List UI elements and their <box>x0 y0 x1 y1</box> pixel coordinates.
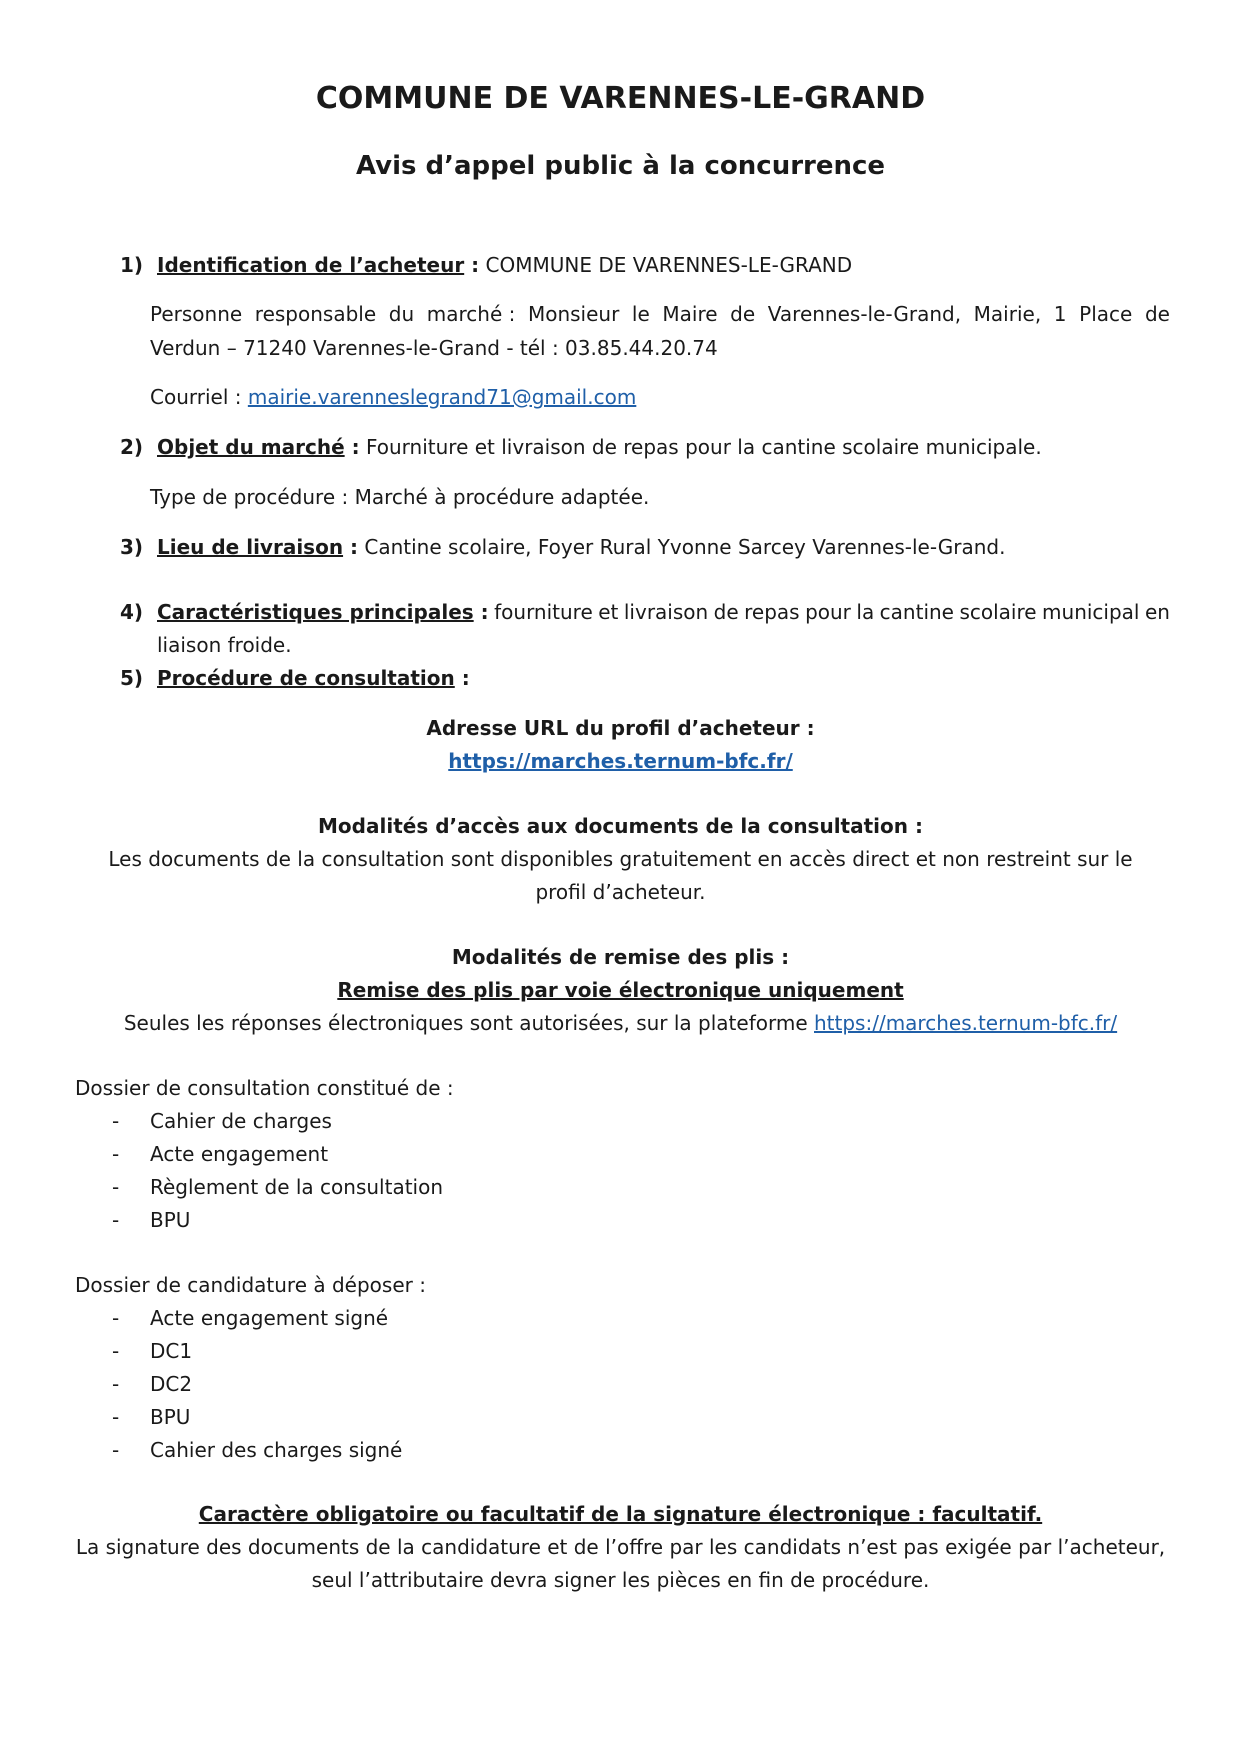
section-4-number: 4) <box>120 600 144 624</box>
section-3-label: Lieu de livraison <box>157 535 344 559</box>
section-4-line-1-word: la <box>856 600 875 624</box>
remise-subheading: Remise des plis par voie électronique uniquement <box>337 978 904 1002</box>
dossier-consultation-bullet: - <box>112 1175 120 1199</box>
dossier-candidature-item: Cahier des charges signé <box>150 1438 403 1462</box>
dossier-consultation-bullet: - <box>112 1109 120 1133</box>
section-1-value: COMMUNE DE VARENNES-LE-GRAND <box>479 253 853 277</box>
section-2-number: 2) <box>120 435 144 459</box>
responsable-line-1-word: Mairie, <box>973 302 1042 326</box>
responsable-line-2: Verdun – 71240 Varennes-le-Grand - tél : 03.85.44.20.74 <box>150 336 718 360</box>
courriel-email-link[interactable]: mairie.varenneslegrand71@gmail.com <box>247 385 637 409</box>
section-4-line-1-word: scolaire <box>959 600 1037 624</box>
section-3-number: 3) <box>120 535 144 559</box>
section-5-label: Procédure de consultation <box>157 666 455 690</box>
url-line <box>0 751 1241 771</box>
section-1-number: 1) <box>120 253 144 277</box>
responsable-line-1-word: du <box>388 302 415 326</box>
acces-heading: Modalités d’accès aux documents de la consultation : <box>318 814 923 838</box>
section-4-line-2: liaison froide. <box>157 633 292 657</box>
section-4-line-1-word: fourniture <box>494 600 593 624</box>
section-5-number: 5) <box>120 666 144 690</box>
dossier-consultation-bullet: - <box>112 1208 120 1232</box>
section-4-heading <box>157 602 489 622</box>
courriel-line <box>150 387 636 407</box>
section-4-line-1-word: cantine <box>879 600 954 624</box>
section-4-line-1-word: municipal <box>1042 600 1140 624</box>
url-heading: Adresse URL du profil d’acheteur : <box>426 716 815 740</box>
section-4-line-1 <box>157 602 1170 622</box>
responsable-line-1-word: Personne <box>150 302 243 326</box>
section-4-line-1-word: de <box>713 600 739 624</box>
dossier-candidature-bullet: - <box>112 1405 120 1429</box>
responsable-line-1-word: marché : <box>426 302 516 326</box>
remise-text: Seules les réponses électroniques sont autorisées, sur la plateforme <box>123 1011 814 1035</box>
section-4-line-1-word: livraison <box>623 600 709 624</box>
dossier-candidature-item: Acte engagement signé <box>150 1306 389 1330</box>
remise-line <box>0 1013 1241 1033</box>
acces-line-1: Les documents de la consultation sont disponibles gratuitement en accès direct et non restreint sur le <box>108 847 1133 871</box>
responsable-line-1-word: Place <box>1079 302 1133 326</box>
remise-platform-link[interactable]: https://marches.ternum-bfc.fr/ <box>814 1011 1118 1035</box>
signature-line-1: La signature des documents de la candidature et de l’offre par les candidats n’est pas exigée par l’acheteur, <box>75 1535 1166 1559</box>
dossier-candidature-item: DC2 <box>150 1372 193 1396</box>
dossier-consultation-bullet: - <box>112 1142 120 1166</box>
responsable-line-1 <box>150 304 1170 324</box>
section-4-label: Caractéristiques principales <box>157 600 474 624</box>
responsable-line-1-word: de <box>1144 302 1170 326</box>
document-subtitle: Avis d’appel public à la concurrence <box>355 151 886 181</box>
responsable-line-1-word: de <box>730 302 756 326</box>
dossier-candidature-item: BPU <box>150 1405 191 1429</box>
dossier-consultation-item: Cahier de charges <box>150 1109 332 1133</box>
dossier-candidature-bullet: - <box>112 1339 120 1363</box>
dossier-candidature-bullet: - <box>112 1372 120 1396</box>
signature-heading: Caractère obligatoire ou facultatif de la signature électronique : facultatif. <box>198 1502 1043 1526</box>
dossier-candidature-heading: Dossier de candidature à déposer : <box>75 1273 426 1297</box>
section-2-line <box>157 437 1042 457</box>
section-1-colon: : <box>464 253 480 277</box>
section-2-value: Fourniture et livraison de repas pour la cantine scolaire municipale. <box>359 435 1042 459</box>
responsable-line-1-word: Varennes-le-Grand, <box>767 302 962 326</box>
section-2-colon: : <box>344 435 360 459</box>
responsable-line-1-word: le <box>631 302 650 326</box>
dossier-consultation-item: BPU <box>150 1208 191 1232</box>
signature-line-2: seul l’attributaire devra signer les pièces en fin de procédure. <box>311 1568 930 1592</box>
section-5-line <box>157 668 470 688</box>
courriel-label: Courriel : <box>150 385 248 409</box>
responsable-line-1-word: Maire <box>662 302 718 326</box>
acces-line-2: profil d’acheteur. <box>535 880 706 904</box>
section-3-line <box>157 537 1005 557</box>
section-3-value: Cantine scolaire, Foyer Rural Yvonne Sarcey Varennes-le-Grand. <box>358 535 1006 559</box>
dossier-candidature-bullet: - <box>112 1438 120 1462</box>
remise-heading: Modalités de remise des plis : <box>451 945 790 969</box>
section-1-line <box>157 255 852 275</box>
responsable-line-1-word: Monsieur <box>527 302 620 326</box>
dossier-candidature-item: DC1 <box>150 1339 193 1363</box>
dossier-consultation-item: Règlement de la consultation <box>150 1175 444 1199</box>
section-1-label: Identification de l’acheteur <box>157 253 465 277</box>
section-4-line-1-word: en <box>1144 600 1170 624</box>
responsable-line-1-word: 1 <box>1053 302 1067 326</box>
dossier-candidature-bullet: - <box>112 1306 120 1330</box>
section-4-line-1-word: et <box>598 600 619 624</box>
section-5-colon: : <box>454 666 470 690</box>
buyer-profile-link[interactable]: https://marches.ternum-bfc.fr/ <box>448 749 793 773</box>
section-4-line-1-word: pour <box>805 600 851 624</box>
section-4-colon: : <box>473 600 489 624</box>
section-2-label: Objet du marché <box>157 435 345 459</box>
document-title: COMMUNE DE VARENNES-LE-GRAND <box>315 81 926 116</box>
section-3-colon: : <box>343 535 359 559</box>
section-4-line-1-word: repas <box>744 600 800 624</box>
dossier-consultation-item: Acte engagement <box>150 1142 329 1166</box>
dossier-consultation-heading: Dossier de consultation constitué de : <box>75 1076 454 1100</box>
procedure-type: Type de procédure : Marché à procédure adaptée. <box>150 485 650 509</box>
responsable-line-1-word: responsable <box>254 302 377 326</box>
